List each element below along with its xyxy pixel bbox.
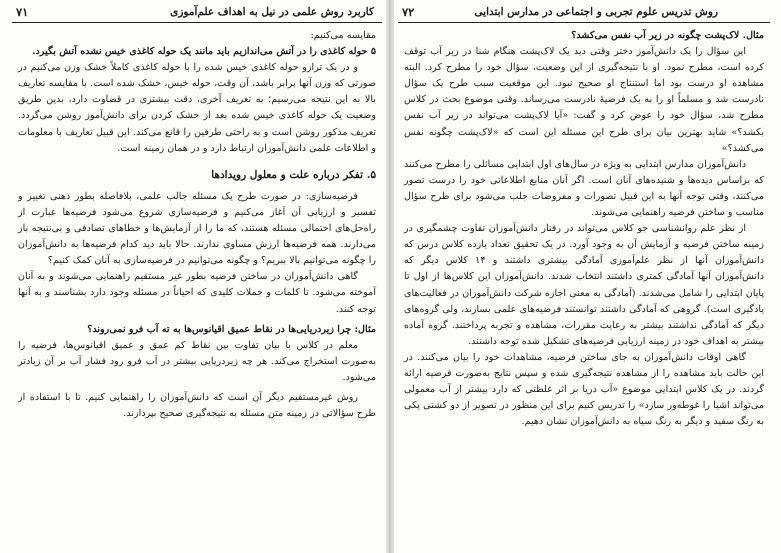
page-number: ۷۱ bbox=[16, 5, 29, 19]
example-question: مثال. لاک‌پشت چگونه در زیر آب نفس می‌کشد؟ bbox=[571, 30, 764, 41]
example-answer: معلم در کلاس با بیان تفاوت بین نقاط کم عمق و عمیق اقیانوس‌ها، فرضیه را به‌صورت استخراج می‌کند. هر چه زیردریایی بیشتر در آب فرو رود فشار آب بر آن زیادتر می‌شود. bbox=[18, 339, 376, 383]
paragraph: گاهی دانش‌آموزان در ساختن فرضیه بطور غیر مستقیم راهنمایی می‌شوند و به آنان آموخته می‌شود. تا کلمات و جملات کلیدی که احیاناً در مسئله وجود دارد بشناسند و به آنها توجه کنند. bbox=[18, 271, 376, 315]
running-head bbox=[398, 4, 770, 23]
running-title: کاربرد روش علمی در نیل به اهداف علم‌آموزی bbox=[170, 6, 374, 18]
right-page bbox=[398, 0, 770, 553]
page-body bbox=[404, 28, 764, 553]
paragraph: گاهی اوقات دانش‌آموزان به جای ساختن فرضیه، مشاهدات خود را بیان می‌کنند. در این حالت باید مشاهده را از مشاهده نتیجه‌گیری شده و سپس نتایج به‌صورت فرضیه ارائه گردند. در یک کلاس ابتدایی موضوع «آب دریا بر اثر غلظتی که دارد بیشتر از آب معمولی می‌تواند اشیا را غوطه‌ور سازد» را تدریس کنیم برای این منظور در تصویر از دو کشتی یکی به رنگ سفید و دیگر به رنگ سیاه به دانش‌آموزان نشان دهیم. bbox=[404, 351, 764, 428]
paragraph: این سؤال را یک دانش‌آموز دختر وقتی دید یک لاک‌پشت هنگام شنا در زیر آب توقف کرده است، مطرح نمود. او با نتیجه‌گیری از این وضعیت، سؤال خود را مطرح کرد. البته مشاهده او درست بود اما استنتاج او صحیح نبود. این موقعیت سبب طرح یک سؤال نادرست شد و مسلماً او را به یک فرضیهٔ نادرست می‌رساند. وقتی موضوع بحث در کلاس مطرح شد، سؤال خود را عوض کرد و گفت: «آیا لاک‌پشت می‌تواند در زیر آب نفس بکشد؟» شاید بهترین بیان برای طرح این مسئله این است که «لاک‌پشت چگونه نفس می‌کشد؟» bbox=[404, 46, 764, 154]
example-question: مثال: چرا زیردریایی‌ها در نقاط عمیق اقیانوس‌ها به ته آب فرو نمی‌روند؟ bbox=[87, 323, 376, 335]
section-heading: ۵. تفکر درباره علت و معلول رویدادها bbox=[211, 168, 376, 181]
paragraph: دانش‌آموزان مدارس ابتدایی به ویژه در سال‌های اول ابتدایی مسائلی را مطرح می‌کنند که براساس دیده‌ها و شنیده‌های آنان است. اگر آنان منابع اطلاعاتی خود را درست تصور می‌کنند، وقتی توجه آنها به این قبیل تصورات و مفروضات جلب می‌شود برای طرح سؤال مناسب و ساختن فرضیه راهنمایی می‌شوند. bbox=[404, 158, 764, 219]
paragraph: فرضیه‌سازی: در صورت طرح یک مسئله جالب علمی، بلافاصله بطور ذهنی تغییر و تفسیر و ارزیابی آن آغاز می‌کنیم و فرضیه‌سازی شروع می‌شود فرضیه‌ها عبارت از راه‌حل‌های احتمالی مسئله هستند، که ما را از آزمایش‌ها و خطاهای تصادفی و بی‌نتیجه باز می‌دارند. همه فرضیه‌ها ارزش مساوی ندارند. حالا باید دید کدام فرضیه‌ها به دانش‌آموزان را چگونه می‌توانیم بالا ببریم؟ و چگونه می‌توانیم در فرضیه‌سازی به آنان کمک کنیم؟ bbox=[18, 190, 376, 267]
running-title: روش تدریس علوم تجربی و اجتماعی در مدارس ابتدایی bbox=[474, 6, 718, 18]
page-body bbox=[18, 28, 376, 553]
intro-line: مقایسه می‌کنیم: bbox=[310, 30, 376, 41]
page-number: ۷۲ bbox=[402, 5, 415, 19]
paragraph: و در یک ترازو حوله کاغذی خیس شده را با حوله کاغذی کاملاً خشک وزن می‌کنیم در صورتی که وزن آنها برابر باشد، آن وقت، حوله خیس، خشک شده است. با مقایسه تعاریف بالا به این نتیجه می‌رسیم؛ به تعریف آخری، دقت بیشتری در قضاوت دارد، بدین طریق وضعیت یک حوله کاغذی خیس شده بعد از خشک کردن برای دانش‌آموز روشن می‌گردد. تعریف مذکور روشن است و به راحتی طرفین را قانع می‌کند. این قبیل تعاریف با معلومات و اطلاعات علمی دانش‌آموزان ارتباط دارد و در همان زمینه است. bbox=[18, 62, 376, 154]
intro-line: ۵ حوله کاغذی را در آتش می‌اندازیم باید مانند یک حوله کاغذی خیس نشده آتش بگیرد. bbox=[32, 46, 376, 58]
paragraph: از نظر علم روانشناسی جو کلاس می‌تواند در رفتار دانش‌آموزان تفاوت چشمگیری در زمینه ساختن فرضیه و آزمایش آن به وجود آورد. در یک تحقیق تعداد یازده کلاس درس که دانش‌آموزان آنها از نظر علم‌آموزی آمادگی بیشتری داشتند و ۱۴ کلاس دیگر که دانش‌آموزان آنها آمادگی کمتری داشتند انتخاب شدند. دانش‌آموزان این کلاس‌ها از اول تا پایان ابتدایی را شامل می‌شدند. (آمادگی به معنی اجازه شرکت دانش‌آموزان در فعالیت‌های یادگیری است). گروهی که آمادگی داشتند توانستند فرضیه‌های علمی بسازند، ولی گروه‌های دیگر که آمادگی نداشتند بیشتر به رعایت مقررات، مشاهده و تجربه پرداختند. گروه آماده بیشتر به اهداف خود در زمینه ارزیابی فرضیه‌های تشکیل شده توجه داشتند. bbox=[404, 223, 764, 347]
running-head bbox=[12, 4, 382, 23]
paragraph: روش غیرمستقیم دیگر آن است که دانش‌آموزان را راهنمایی کنیم. تا با استفاده از طرح سؤالاتی در زمینه متن مسئله به نتیجه‌گیری صحیح بپردازند. bbox=[18, 391, 376, 420]
left-page bbox=[12, 0, 382, 553]
book-gutter bbox=[386, 0, 394, 553]
